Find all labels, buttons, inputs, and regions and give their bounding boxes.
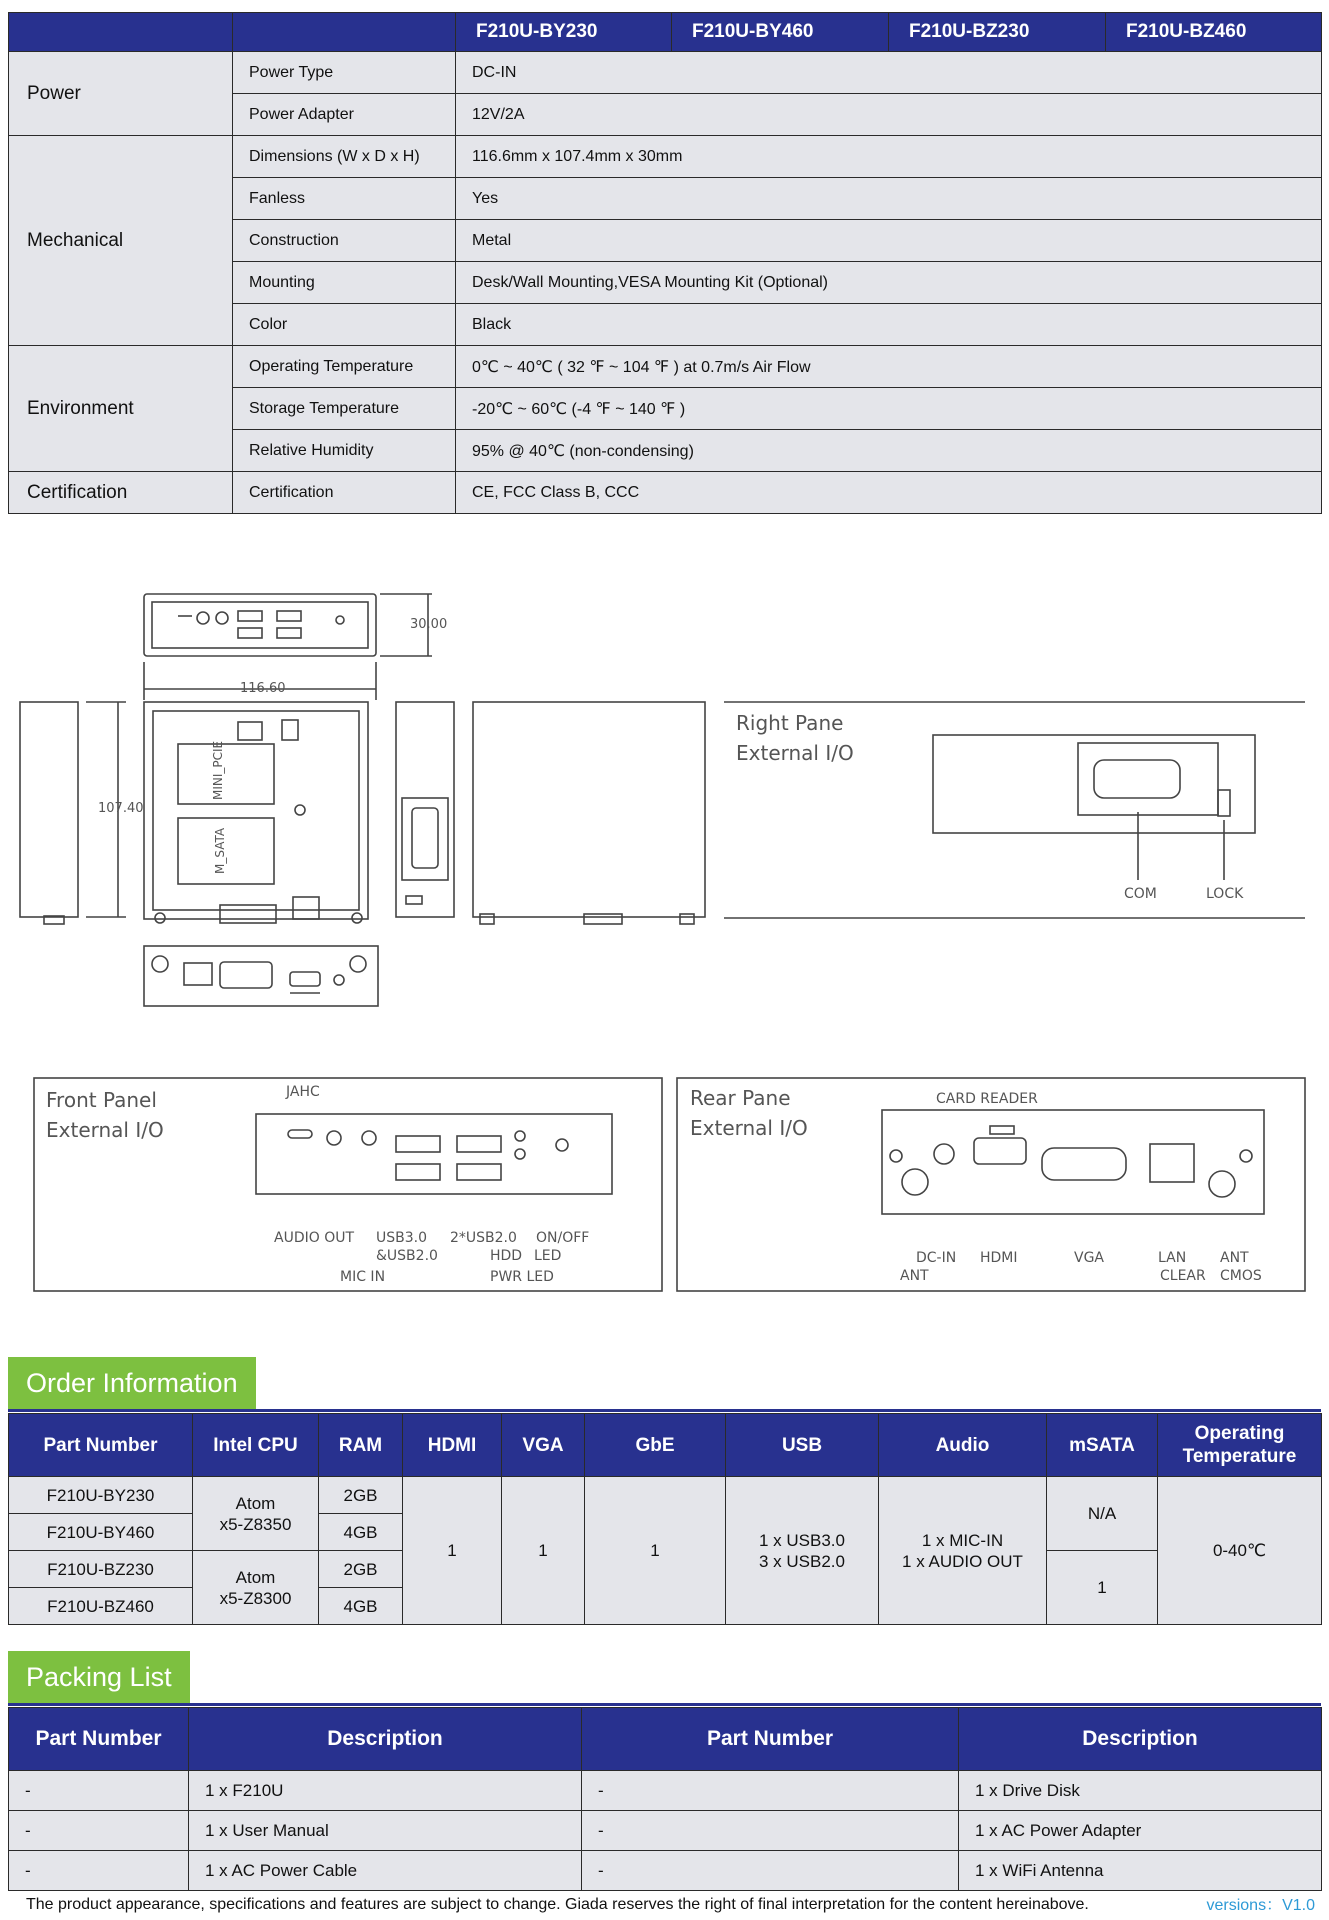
order-msata: 1	[1047, 1551, 1158, 1625]
front-panel-title-1: Front Panel	[46, 1088, 157, 1112]
order-ram: 2GB	[319, 1551, 403, 1588]
packing-part-number: -	[9, 1811, 189, 1851]
spec-label: Power Adapter	[233, 94, 456, 136]
order-header: GbE	[585, 1414, 726, 1477]
ant-right-label: ANT	[1220, 1250, 1249, 1266]
order-part-number: F210U-BZ230	[9, 1551, 193, 1588]
spec-model-header: F210U-BY230	[456, 13, 672, 52]
order-vga: 1	[502, 1477, 585, 1625]
order-table	[8, 1413, 1322, 1625]
spec-value: Yes	[456, 178, 1322, 220]
packing-description: 1 x WiFi Antenna	[959, 1851, 1322, 1891]
rear-panel-title-2: External I/O	[690, 1116, 808, 1140]
spec-value: 0℃ ~ 40℃ ( 32 ℉ ~ 104 ℉ ) at 0.7m/s Air Flow	[456, 346, 1322, 388]
order-ram: 4GB	[319, 1514, 403, 1551]
front-elevation-drawing	[144, 594, 432, 700]
vga-label: VGA	[1074, 1250, 1105, 1266]
drawings-svg	[0, 580, 1329, 1300]
dcin-label: DC-IN	[916, 1250, 957, 1266]
order-header: Operating Temperature	[1158, 1414, 1322, 1477]
order-header: Part Number	[9, 1414, 193, 1477]
order-cpu	[193, 1551, 319, 1625]
clear-label: CLEAR	[1160, 1268, 1206, 1284]
order-cpu	[193, 1477, 319, 1551]
order-usb-line-2: 3 x USB2.0	[759, 1551, 845, 1571]
spec-model-header: F210U-BZ460	[1106, 13, 1322, 52]
spec-value: DC-IN	[456, 52, 1322, 94]
packing-header: Part Number	[582, 1708, 959, 1771]
order-part-number: F210U-BY230	[9, 1477, 193, 1514]
spec-value: -20℃ ~ 60℃ (-4 ℉ ~ 140 ℉ )	[456, 388, 1322, 430]
order-information-tab: Order Information	[8, 1357, 256, 1409]
order-part-number: F210U-BY460	[9, 1514, 193, 1551]
order-usb	[726, 1477, 879, 1625]
spec-category-certification: Certification	[9, 472, 233, 514]
packing-tab-rule	[8, 1703, 1321, 1706]
spec-label: Construction	[233, 220, 456, 262]
spec-value: Metal	[456, 220, 1322, 262]
packing-header: Description	[959, 1708, 1322, 1771]
technical-drawings	[0, 580, 1329, 1300]
order-header: Intel CPU	[193, 1414, 319, 1477]
spec-header-blank	[233, 13, 456, 52]
mic-in-label: MIC IN	[340, 1269, 386, 1285]
spec-value: Black	[456, 304, 1322, 346]
spec-value: 116.6mm x 107.4mm x 30mm	[456, 136, 1322, 178]
spec-category-environment: Environment	[9, 346, 233, 472]
bottom-view-drawing	[473, 702, 705, 924]
spec-model-header: F210U-BY460	[672, 13, 889, 52]
minipcie-label: MINI_PCIE	[211, 740, 225, 800]
order-cpu-line-1: Atom	[235, 1493, 276, 1513]
usb2-label-1: 2*USB2.0	[450, 1230, 517, 1246]
order-gbe: 1	[585, 1477, 726, 1625]
order-header: RAM	[319, 1414, 403, 1477]
footer-disclaimer: The product appearance, specifications and features are subject to change. Giada reserves the right of final interpretation for the content hereinabove.	[26, 1896, 1089, 1913]
dim-height-label: 30.00	[410, 617, 448, 632]
usb3-label-1: USB3.0	[376, 1230, 428, 1246]
usb3-label-2: &USB2.0	[376, 1248, 438, 1264]
packing-header: Description	[189, 1708, 582, 1771]
dim-width-label: 116.60	[240, 681, 286, 696]
led-label: LED	[534, 1248, 562, 1264]
order-header: mSATA	[1047, 1414, 1158, 1477]
spec-category-power: Power	[9, 52, 233, 136]
spec-header-blank	[9, 13, 233, 52]
packing-description: 1 x User Manual	[189, 1811, 582, 1851]
order-ram: 4GB	[319, 1588, 403, 1625]
spec-row	[9, 136, 1322, 178]
order-cpu-line-1: Atom	[235, 1567, 276, 1587]
order-audio-line-2: 1 x AUDIO OUT	[902, 1551, 1023, 1571]
jahc-label: JAHC	[286, 1084, 320, 1100]
card-reader-label: CARD READER	[936, 1091, 1038, 1107]
spec-row	[9, 346, 1322, 388]
order-header: HDMI	[403, 1414, 502, 1477]
spec-category-mechanical: Mechanical	[9, 136, 233, 346]
spec-label: Color	[233, 304, 456, 346]
spec-label: Power Type	[233, 52, 456, 94]
spec-label: Dimensions (W x D x H)	[233, 136, 456, 178]
spec-value: 12V/2A	[456, 94, 1322, 136]
pwr-led-label: PWR LED	[490, 1269, 554, 1285]
spec-value: 95% @ 40℃ (non-condensing)	[456, 430, 1322, 472]
spec-label: Storage Temperature	[233, 388, 456, 430]
lan-label: LAN	[1158, 1250, 1187, 1266]
spec-label: Operating Temperature	[233, 346, 456, 388]
packing-description: 1 x F210U	[189, 1771, 582, 1811]
spec-label: Relative Humidity	[233, 430, 456, 472]
packing-table	[8, 1707, 1322, 1891]
packing-row	[9, 1771, 1322, 1811]
order-header-row	[9, 1414, 1322, 1477]
com-label: COM	[1124, 886, 1157, 902]
spec-header-row	[9, 13, 1322, 52]
cmos-label: CMOS	[1220, 1268, 1262, 1284]
packing-part-number: -	[9, 1771, 189, 1811]
spec-row	[9, 472, 1322, 514]
spec-label: Fanless	[233, 178, 456, 220]
packing-part-number: -	[582, 1771, 959, 1811]
front-panel-title-2: External I/O	[46, 1118, 164, 1142]
packing-list-tab: Packing List	[8, 1651, 190, 1703]
packing-description: 1 x AC Power Cable	[189, 1851, 582, 1891]
packing-row	[9, 1851, 1322, 1891]
order-cpu-line-2: x5-Z8350	[219, 1514, 292, 1534]
order-tab-rule	[8, 1409, 1321, 1412]
msata-label: M_SATA	[213, 827, 227, 874]
order-header: Audio	[879, 1414, 1047, 1477]
packing-row	[9, 1811, 1322, 1851]
spec-table	[8, 12, 1322, 514]
ant-left-label: ANT	[900, 1268, 929, 1284]
hdmi-label: HDMI	[980, 1250, 1018, 1266]
order-header: VGA	[502, 1414, 585, 1477]
spec-label: Mounting	[233, 262, 456, 304]
order-temperature: 0-40℃	[1158, 1477, 1322, 1625]
right-side-drawing	[396, 702, 454, 917]
hdd-label: HDD	[490, 1248, 523, 1264]
audio-out-label: AUDIO OUT	[274, 1230, 355, 1246]
packing-part-number: -	[9, 1851, 189, 1891]
order-ram: 2GB	[319, 1477, 403, 1514]
packing-part-number: -	[582, 1811, 959, 1851]
spec-row	[9, 52, 1322, 94]
right-panel-title-2: External I/O	[736, 741, 854, 765]
packing-part-number: -	[582, 1851, 959, 1891]
spec-value: Desk/Wall Mounting,VESA Mounting Kit (Optional)	[456, 262, 1322, 304]
onoff-label: ON/OFF	[536, 1230, 590, 1246]
packing-header-row	[9, 1708, 1322, 1771]
packing-description: 1 x Drive Disk	[959, 1771, 1322, 1811]
version-label: versions：V1.0	[1206, 1897, 1315, 1914]
spec-model-header: F210U-BZ230	[889, 13, 1106, 52]
order-audio	[879, 1477, 1047, 1625]
order-usb-line-1: 1 x USB3.0	[759, 1530, 845, 1550]
top-internal-drawing	[144, 702, 368, 923]
packing-description: 1 x AC Power Adapter	[959, 1811, 1322, 1851]
right-panel-title-1: Right Pane	[736, 711, 844, 735]
order-header: USB	[726, 1414, 879, 1477]
lock-label: LOCK	[1206, 886, 1244, 902]
rear-panel-title-1: Rear Pane	[690, 1086, 791, 1110]
order-row	[9, 1477, 1322, 1514]
packing-header: Part Number	[9, 1708, 189, 1771]
order-audio-line-1: 1 x MIC-IN	[921, 1530, 1004, 1550]
order-cpu-line-2: x5-Z8300	[219, 1588, 292, 1608]
order-msata: N/A	[1047, 1477, 1158, 1551]
order-hdmi: 1	[403, 1477, 502, 1625]
rear-elevation-drawing	[144, 946, 378, 1006]
spec-value: CE, FCC Class B, CCC	[456, 472, 1322, 514]
dim-depth-label: 107.40	[98, 801, 144, 816]
spec-label: Certification	[233, 472, 456, 514]
order-part-number: F210U-BZ460	[9, 1588, 193, 1625]
